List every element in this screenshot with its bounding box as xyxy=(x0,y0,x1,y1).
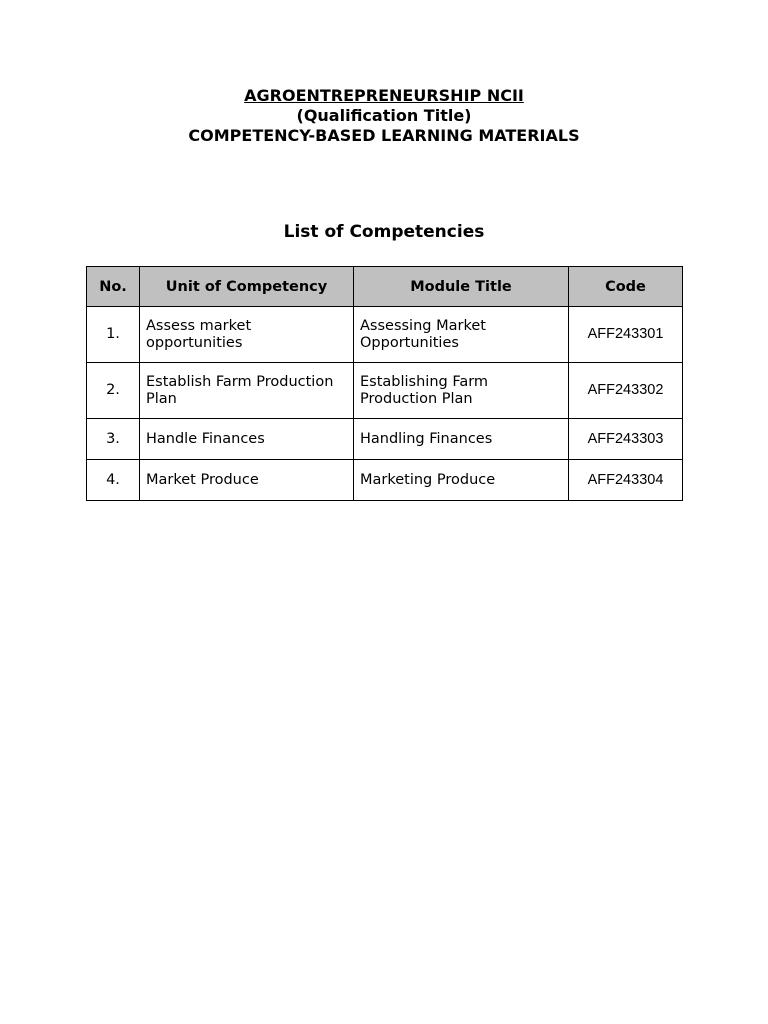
table-row xyxy=(87,419,683,460)
list-title: List of Competencies xyxy=(283,222,485,242)
competency-code: AFF243302 xyxy=(569,363,683,419)
competency-code: AFF243304 xyxy=(569,460,683,501)
module-title: Marketing Produce xyxy=(354,460,569,501)
row-number: 1. xyxy=(87,307,140,363)
unit-of-competency: Handle Finances xyxy=(140,419,354,460)
row-number: 4. xyxy=(87,460,140,501)
qualification-label: (Qualification Title) xyxy=(296,106,472,125)
competency-code: AFF243303 xyxy=(569,419,683,460)
column-header-unit: Unit of Competency xyxy=(140,267,354,307)
module-title: Establishing Farm Production Plan xyxy=(354,363,569,419)
table-row xyxy=(87,460,683,501)
column-header-module: Module Title xyxy=(354,267,569,307)
table-row xyxy=(87,363,683,419)
unit-of-competency: Market Produce xyxy=(140,460,354,501)
table-header-row xyxy=(87,267,683,307)
row-number: 3. xyxy=(87,419,140,460)
qualification-name: AGROENTREPRENEURSHIP NCII xyxy=(244,86,524,105)
table-row xyxy=(87,307,683,363)
column-header-no: No. xyxy=(87,267,140,307)
competencies-table xyxy=(86,266,683,501)
module-title: Handling Finances xyxy=(354,419,569,460)
materials-title: COMPETENCY-BASED LEARNING MATERIALS xyxy=(188,126,580,145)
row-number: 2. xyxy=(87,363,140,419)
module-title: Assessing Market Opportunities xyxy=(354,307,569,363)
unit-of-competency: Establish Farm Production Plan xyxy=(140,363,354,419)
column-header-code: Code xyxy=(569,267,683,307)
document-header xyxy=(0,86,768,146)
unit-of-competency: Assess market opportunities xyxy=(140,307,354,363)
competency-code: AFF243301 xyxy=(569,307,683,363)
